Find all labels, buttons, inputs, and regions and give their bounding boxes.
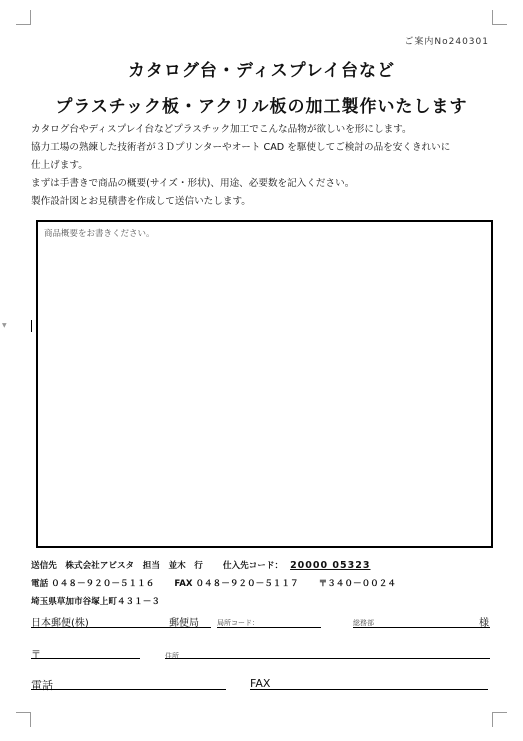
supplier-code-label: 仕入先コード： [222,561,284,571]
company-fax: FAX ０４８－９２０－５１１７ [174,579,299,589]
post-office-suffix: 郵便局 [169,618,199,629]
form-row-contact [31,675,490,691]
title-line-1: カタログ台・ディスプレイ台など [127,61,396,81]
document-number: ご案内No240301 [404,37,489,47]
crop-mark-top-left [16,10,31,25]
supplier-code: 20000 05323 [290,560,371,571]
product-sketch-box [36,220,493,548]
form-row-address [31,644,490,660]
product-description-input[interactable] [38,222,491,546]
sender-text: 送信先 株式会社アビスタ 担当 並木 行 [31,561,203,571]
company-phone: 電話 ０４８－９２０－５１１６ [31,579,155,589]
intro-line: 協力工場の熟練した技術者が３Ｄプリンターやオート CAD を駆使してご検討の品を安くきれいに [31,142,451,153]
company-info [31,557,501,611]
phone-label: 電話 [31,679,53,692]
company-contact-line [31,575,501,593]
intro-line: まずは手書きで商品の概要(サイズ・形状)、用途、必要数を記入ください。 [31,178,355,189]
address-label: 住所 [165,652,179,660]
honorific-label: 様 [479,618,489,629]
company-sender-line [31,557,501,575]
title-line-2: プラスチック板・アクリル板の加工製作いたします [55,97,468,117]
fax-field[interactable] [250,675,488,690]
phone-field[interactable] [31,675,226,690]
address-field[interactable] [165,644,490,659]
crop-mark-top-right [492,10,507,25]
company-address: 埼玉県草加市谷塚上町４３１－３ [31,597,160,607]
crop-mark-bottom-left [16,712,31,727]
office-code-field[interactable] [217,613,321,628]
intro-line: カタログ台やディスプレイ台などプラスチック加工でこんな品物が欲しいを形にします。 [31,124,412,135]
text-cursor [31,320,32,332]
postal-mark: 〒 [31,650,41,661]
postal-code-field[interactable] [31,644,140,659]
manager-name-field[interactable] [353,613,490,628]
company-postal: 〒３４０－００２４ [318,579,396,589]
fax-label: FAX [250,677,271,690]
office-code-label: 局所コード： [217,619,259,627]
crop-mark-bottom-right [492,712,507,727]
post-office-prefix: 日本郵便(株) [31,618,89,629]
intro-line: 仕上げます。 [31,160,88,171]
intro-text [31,121,496,211]
manager-label: 総務部 [353,619,374,627]
intro-line: 製作設計図とお見積書を作成して送信いたします。 [31,196,251,207]
form-row-post-office [31,613,490,629]
margin-arrow-icon: ▼ [2,322,7,329]
